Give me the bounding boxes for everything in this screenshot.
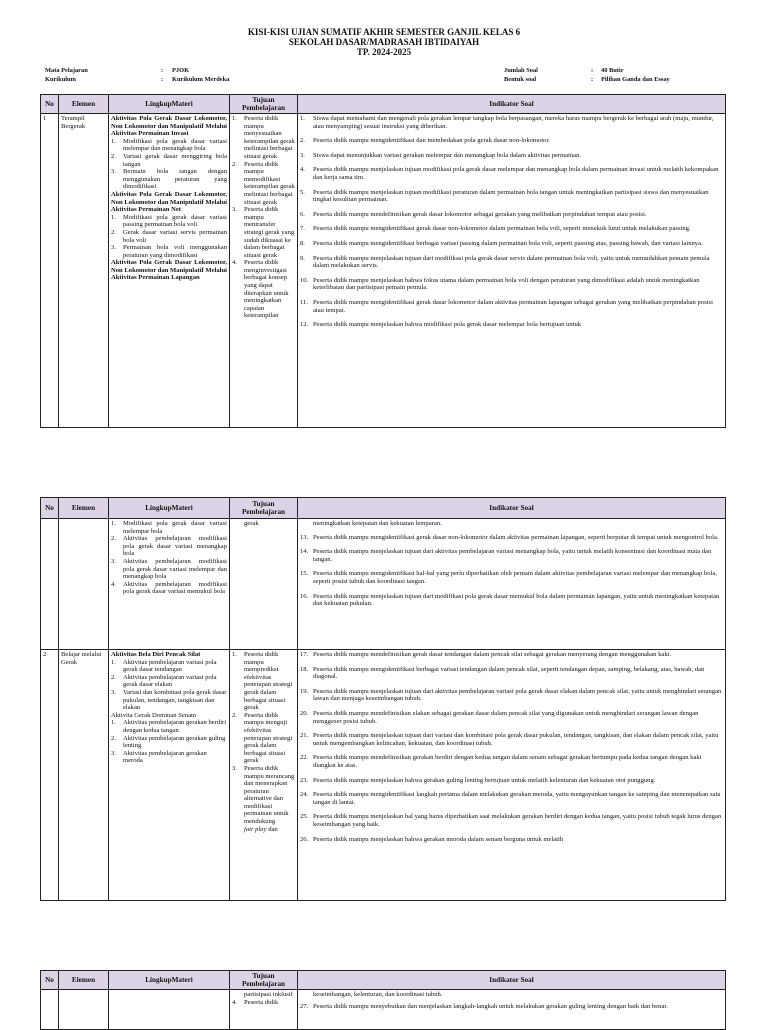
item-text: Peserta didik mampu menjelaskan tujuan dari modifikasi pola gerak dasar memukul bola dalam permainan lapangan, yaitu untuk meningkatkan ketepatan dan kekuatan pukulan. xyxy=(313,592,720,608)
item-number: 2. xyxy=(111,228,116,236)
list-item xyxy=(232,259,295,320)
lingkup-cell xyxy=(109,114,230,428)
item-number: 3. xyxy=(300,151,305,159)
item-number: 21. xyxy=(300,732,309,740)
tujuan-cont: partisipasi inklusif xyxy=(244,991,293,998)
lingkup-heading: Aktivitas Pola Gerak Dasar Lokomotor, Non Lokomotor dan Manipulatif Melalui Aktivitas Permainan Invasi xyxy=(111,115,228,138)
item-number: 25. xyxy=(300,813,309,821)
list-item xyxy=(300,791,723,806)
item-text: Aktivitas pembelajaran gerakan guling lenting xyxy=(123,734,226,750)
item-number: 17. xyxy=(300,651,309,658)
row-no: 1 xyxy=(41,114,59,428)
item-text: Peserta didik mampu mengidentifikasi langkah pertama dalam melakukan gerakan meroda, yaitu mengayunkan tangan ke samping dan menempatkan satu tangan di lantai. xyxy=(313,791,721,806)
item-number: 12. xyxy=(300,321,309,329)
indikator-cell xyxy=(298,114,726,428)
item-text: Peserta didik mampu memodifikasi keterampilan gerak melintasi berbagai situasi gerak xyxy=(244,160,295,206)
item-text: Siswa dapat menunjukkan variasi gerakan melempar dan menangkap bola dalam aktivitas permainan. xyxy=(313,151,582,159)
item-number: 10. xyxy=(300,276,309,284)
list-item xyxy=(111,674,227,689)
item-text: Peserta didik mampu merancang dan menerapkan peraturan alternative dan modifikasi permainan untuk mendukung xyxy=(244,764,295,826)
indikator-num: 27. xyxy=(300,1002,309,1010)
list-item xyxy=(300,666,723,681)
item-text: Peserta didik mampu mengidentifikasi berbagai variasi passing dalam permainan bola voli, seperti passing atas, passing bawah, dan variasi lainnya. xyxy=(313,239,703,247)
item-number: 8. xyxy=(300,239,305,247)
item-text: Peserta didik mampu menjelaskan hal yang harus diperhatikan saat melakukan gerakan berdiri dengan kedua tangan, yaitu posisi tubuh tegak lurus dengan keseimbangan yang baik. xyxy=(313,813,722,828)
lingkup-list xyxy=(111,659,227,712)
indikator-cell xyxy=(298,519,726,650)
item-text: Peserta didik mampu menjelaskan tujuan dari modifikasi pola gerak dasar servis dalam permainan bola voli, yaitu untuk memudahkan pemain pemula dalam melakukan servis. xyxy=(313,254,710,270)
item-text: Peserta didik mampu mengidentifikasi hal-hal yang perlu diperhatikan oleh pemain dalam aktivitas pembelajaran variasi melempar dan menangkap bola, seperti posisi tubuh dan koordinasi tangan. xyxy=(313,570,717,585)
mapel-value: PJOK xyxy=(172,67,190,74)
kurikulum-value: Kurikulum Merdeka xyxy=(172,76,230,83)
list-item xyxy=(300,189,723,204)
item-text: Variasi dan kombinasi pola gerak dasar pukulan, tendangan, tangkisan dan elakan xyxy=(123,688,227,712)
col-elemen: Elemen xyxy=(59,498,109,519)
item-text: Peserta didik mampu menjelaskan tujuan dari variasi dan kombinasi pola gerak dasar pukulan, tendangan, tangkisan, dan elakan dalam pencak silat, yaitu untuk mengembangkan kelincahan, kekuatan, dan koordinasi tubuh. xyxy=(313,732,719,747)
item-text: Siswa dapat memahami dan mengenali pola gerakan lempar tangkap bola berpasangan, mereka harus mampu bergerak ke berbagai arah (maju, mundur, atau menyamping) sesuai instruksi yang diberikan. xyxy=(313,115,714,130)
school-year: TP. 2024-2025 xyxy=(356,47,412,57)
lingkup-list xyxy=(111,214,227,260)
fair-play-text: fair play xyxy=(244,825,267,833)
item-text: Peserta didik mampu mengidentifikasi gerak dasar lokomotor dalam aktivitas permainan lapangan sebagai gerakan yang melibatkan perpindahan posisi atau tempat. xyxy=(313,298,713,314)
item-text: Peserta didik mampu menjelaskan bahwa modifikasi pola gerak dasar melempar bola bertujuan untuk xyxy=(313,321,582,329)
item-number: 2. xyxy=(232,711,237,719)
col-indikator: Indikator Soal xyxy=(298,95,726,114)
indikator-list xyxy=(300,534,723,608)
item-text: Peserta didik menginvestigasi berbagai konsep yang dapat diterapkan untuk meningkatkan capaian keterampilan xyxy=(244,259,289,320)
item-text: Aktivitas pembelajaran gerakan berdiri dengan kedua tangan xyxy=(123,719,227,734)
list-item xyxy=(111,168,227,191)
table-header-row xyxy=(41,498,726,519)
item-text: Aktivitas pembelajaran modifikasi pola gerak dasar variasi melempar dan menangkap bola xyxy=(123,557,227,581)
list-item xyxy=(300,115,723,130)
lingkup-cell xyxy=(109,650,230,901)
item-text: Modifikasi pola gerak dasar variasi melempar dan menangkap bola xyxy=(123,137,227,153)
item-number: 1. xyxy=(111,137,116,145)
item-number: 13. xyxy=(300,533,309,541)
lingkup-list xyxy=(111,719,227,765)
item-text: Aktivitas pembelajaran variasi pola gerak dasar tendangan xyxy=(123,658,217,674)
item-number: 7. xyxy=(300,225,305,233)
indikator-item xyxy=(300,1003,723,1011)
item-number: 15. xyxy=(300,570,309,578)
item-number: 1. xyxy=(111,520,116,527)
grid-table-page-2 xyxy=(40,497,726,901)
item-text: Aktivitas pembelajaran variasi pola gerak dasar elakan xyxy=(123,673,217,689)
lingkup-heading: Aktivitas Pola Gerak Dasar Lokomotor, Non Lokomotor dan Manipulatif Melalui Aktivitas Permainan Net xyxy=(111,190,228,214)
list-item xyxy=(300,688,723,703)
list-item xyxy=(111,229,227,244)
lingkup-subheading: Aktivita Gerak Dominan Senam xyxy=(111,711,197,719)
item-text: Modifikasi pola gerak dasar variasi melempar bola xyxy=(123,520,227,535)
col-no: No xyxy=(41,95,59,114)
item-text: Peserta didik mampu menjelaskan bahwa fokus utama dalam permainan bola voli dengan peraturan yang dimodifikasi adalah untuk meningkatkan keterlibatan dan partisipasi pemain pemula. xyxy=(313,276,700,292)
list-item xyxy=(111,735,227,750)
item-text: Variasi gerak dasar menggiring bola tangan xyxy=(123,152,227,168)
item-number: 2. xyxy=(111,734,116,742)
item-number: 2. xyxy=(111,152,116,160)
list-item xyxy=(300,137,723,145)
item-text: Peserta didik mampu menyesuaikan keterampilan gerak melintasi berbagai situasi gerak xyxy=(244,115,295,160)
tujuan-list xyxy=(232,115,295,320)
row-no: 2 xyxy=(41,650,59,901)
list-item xyxy=(300,321,723,329)
col-no: No xyxy=(41,498,59,519)
item-number: 3. xyxy=(111,688,116,696)
item-text: Peserta didik mampu mengidentifikasi gerak dasar non-lokomotor dalam aktivitas permainan lapangan, seperti berputar di tempat untuk mengontrol bola. xyxy=(313,533,719,541)
row-elemen: Terampil Bergerak xyxy=(59,114,109,428)
item-text: Permainan bola voli menggunakan peraturan yang dimodifikasi xyxy=(123,244,227,259)
item-text: Peserta didik mampu mengidentifikasi gerak dasar non-lokomotor dalam permainan bola voli, seperti menekuk lutut untuk melakukan passing. xyxy=(313,225,691,233)
item-text: Peserta didik mampu memprediksi efektivitas penerapan strategi gerak dalam berbagai situasi gerak xyxy=(244,651,293,712)
item-number: 2. xyxy=(300,137,305,145)
list-item xyxy=(111,659,227,674)
item-text: Peserta didik mampu mentransfer strategi gerak yang sudah dikuasai ke dalam berbagai situasi gerak xyxy=(244,206,295,259)
indikator-text: Peserta didik mampu menyebutkan dan menjelaskan langkah-langkah untuk melakukan gerakan guling lenting dengan baik dan benar. xyxy=(313,1002,668,1010)
item-text: Aktivitas pembelajaran modifikasi pola gerak dasar variasi memukul bola xyxy=(123,580,227,596)
item-number: 23. xyxy=(300,776,309,784)
row-elemen: Belajar melalui Gerak xyxy=(59,650,109,901)
item-text: Peserta didik mampu menjelaskan bahwa gerakan meroda dalam senam berguna untuk melatih xyxy=(313,835,564,843)
indikator-list xyxy=(300,115,723,329)
item-number: 5. xyxy=(300,188,305,196)
item-number: 1. xyxy=(232,115,237,122)
bentuk-value: Pilihan Ganda dan Essay xyxy=(601,76,670,83)
indikator-cell xyxy=(298,650,726,901)
item-text: Peserta didik mampu menjelaskan bahwa gerakan guling lenting bertujuan untuk melatih kelenturan dan kekuatan otot punggung. xyxy=(313,776,656,784)
table-header-row xyxy=(41,971,726,990)
list-item xyxy=(300,570,723,585)
bentuk-label: Bentuk soal xyxy=(504,76,537,83)
item-number: 1. xyxy=(111,213,116,221)
list-item xyxy=(300,777,723,785)
item-number: 3. xyxy=(111,244,116,252)
item-text: Peserta didik mampu menjelaskan tujuan modifikasi peraturan dalam permainan bola tangan untuk meningkatkan partisipasi siswa dan menyesuaikan tingkat kesulitan permainan. xyxy=(313,188,709,204)
doc-title: KISI-KISI UJIAN SUMATIF AKHIR SEMESTER GANJIL KELAS 6 xyxy=(247,27,521,37)
list-item xyxy=(111,520,227,535)
list-item xyxy=(300,211,723,219)
list-item xyxy=(111,244,227,259)
list-item xyxy=(300,255,723,270)
item-number: 2. xyxy=(111,535,116,543)
list-item xyxy=(111,689,227,712)
list-item xyxy=(111,153,227,168)
list-item xyxy=(111,138,227,153)
tujuan-num: 4. xyxy=(232,998,237,1006)
list-item xyxy=(300,225,723,233)
tujuan-list xyxy=(232,651,295,826)
item-number: 1. xyxy=(111,658,116,666)
item-number: 3. xyxy=(111,749,116,757)
item-number: 19. xyxy=(300,687,309,695)
indikator-cont: keseimbangan, kelenturan, dan koordinasi tubuh. xyxy=(313,991,443,998)
list-item xyxy=(111,558,227,581)
item-number: 1. xyxy=(111,719,116,727)
col-lingkup: LingkupMateri xyxy=(109,95,230,114)
col-indikator: Indikator Soal xyxy=(298,498,726,519)
item-number: 3. xyxy=(232,764,237,772)
indikator-cont: meningkatkan ketepatan dan kekuatan lemparan. xyxy=(313,520,442,527)
item-text: Peserta didik mampu mendefinisikan gerak dasar tendangan dalam pencak silat sebagai gerakan menyerang dengan menggunakan kaki. xyxy=(313,651,672,658)
col-tujuan: Tujuan Pembelajaran xyxy=(230,95,298,114)
grid-table-page-1 xyxy=(40,94,726,428)
col-tujuan: Tujuan Pembelajaran xyxy=(230,498,298,519)
item-text: Peserta didik mampu menjelaskan tujuan dari aktivitas pembelajaran variasi menangkap bola, yaitu untuk melatih konsentrasi dan koordinasi mata dan tangan. xyxy=(313,548,712,563)
item-text: Peserta didik mampu mendefinisikan elakan sebagai gerakan dasar dalam pencak silat yang digunakan untuk menghindari serangan lawan dengan menggeser posisi tubuh. xyxy=(313,709,699,725)
lingkup-cell xyxy=(109,519,230,650)
tujuan-cell xyxy=(230,519,298,650)
list-item xyxy=(232,161,295,207)
item-number: 9. xyxy=(300,254,305,262)
lingkup-list xyxy=(111,520,227,596)
item-number: 16. xyxy=(300,592,309,600)
item-number: 4. xyxy=(232,259,237,267)
list-item xyxy=(111,719,227,734)
grid-table-page-3 xyxy=(40,970,726,1030)
col-elemen: Elemen xyxy=(59,95,109,114)
list-item xyxy=(232,765,295,826)
lingkup-heading: Aktivitas Pola Gerak Dasar Lokomotor, Non Lokomotor dan Manipulatif Melalui Aktivitas Permainan Lapangan xyxy=(111,259,228,282)
col-no: No xyxy=(41,971,59,990)
mapel-sep: : xyxy=(161,67,164,74)
item-number: 3. xyxy=(111,557,116,565)
item-text: Peserta didik mampu menguji efektivitas penerapan strategi gerak dalam berbagai situasi gerak xyxy=(244,711,293,765)
item-text: Gerak dasar variasi servis permainan bola voli xyxy=(123,228,227,244)
item-text: Modifikasi pola gerak dasar variasi passing permainan bola voli xyxy=(123,213,227,229)
table-row xyxy=(41,650,726,901)
item-text: Peserta didik mampu mendefinisikan gerak dasar lokomotor sebagai gerakan yang melibatkan perpindahan tempat atau posisi. xyxy=(313,210,647,218)
item-text: Bermain bola tangan dengan menggunakan peraturan yang dimodifikasi xyxy=(123,168,227,191)
item-number: 14. xyxy=(300,548,309,556)
item-number: 4. xyxy=(111,580,116,588)
list-item xyxy=(111,581,227,596)
item-number: 3. xyxy=(111,168,116,176)
tujuan-cell xyxy=(230,650,298,901)
tujuan-tail: dan xyxy=(268,825,278,833)
item-number: 1. xyxy=(232,651,237,658)
item-number: 2. xyxy=(111,673,116,681)
list-item xyxy=(232,712,295,765)
indikator-list xyxy=(300,651,723,843)
lingkup-heading: Aktivitas Bela Diri Pencak Silat xyxy=(111,651,201,658)
item-number: 2. xyxy=(232,160,237,168)
list-item xyxy=(111,214,227,229)
table-header-row xyxy=(41,95,726,114)
list-item xyxy=(300,152,723,160)
kurikulum-label: Kurikulum xyxy=(45,76,76,83)
jumlah-label: Jumlah Soal xyxy=(504,67,538,74)
item-number: 11. xyxy=(300,298,308,306)
item-number: 18. xyxy=(300,665,309,673)
list-item xyxy=(300,548,723,563)
list-item xyxy=(300,299,723,314)
list-item xyxy=(111,750,227,765)
list-item xyxy=(300,732,723,747)
jumlah-sep: : xyxy=(591,67,594,74)
list-item xyxy=(300,754,723,769)
list-item xyxy=(300,593,723,608)
table-row xyxy=(41,114,726,428)
list-item xyxy=(300,277,723,292)
jumlah-value: 40 Butir xyxy=(601,67,624,74)
item-text: Peserta didik mampu mengidentifikasi berbagai variasi tendangan dalam pencak silat, seperti tendangan depan, samping, belakang, atas, bawah, dan diagonal. xyxy=(313,665,705,681)
list-item xyxy=(232,206,295,259)
item-number: 20. xyxy=(300,709,309,717)
list-item xyxy=(232,651,295,712)
kurikulum-sep: : xyxy=(161,76,164,83)
mapel-label: Mata Pelajaran xyxy=(45,67,88,74)
bentuk-sep: : xyxy=(591,76,594,83)
list-item xyxy=(300,534,723,542)
list-item xyxy=(300,240,723,248)
item-text: Peserta didik mampu mengidentifikasi dan membedakan pola gerak dasar non-lokomotor. xyxy=(313,137,550,145)
item-number: 3. xyxy=(232,206,237,214)
list-item xyxy=(300,651,723,659)
list-item xyxy=(300,710,723,725)
item-number: 6. xyxy=(300,210,305,218)
tujuan-cell xyxy=(230,114,298,428)
item-text: Peserta didik mampu menjelaskan tujuan dari aktivitas pembelajaran variasi pola gerak dasar elakan dalam pencak silat, yaitu untuk menghindari serangan lawan dan menjaga keseimbangan tubuh. xyxy=(313,687,722,703)
tujuan-cont: gerak xyxy=(244,520,259,527)
lingkup-list xyxy=(111,138,227,191)
tujuan-text: Peserta didik xyxy=(244,998,279,1006)
item-number: 4. xyxy=(300,166,305,174)
item-text: Aktivitas pembelajaran gerakan meroda xyxy=(123,749,207,765)
col-lingkup: LingkupMateri xyxy=(109,498,230,519)
item-number: 1. xyxy=(300,115,305,122)
col-indikator: Indikator Soal xyxy=(298,971,726,990)
col-tujuan: Tujuan Pembelajaran xyxy=(230,971,298,990)
item-number: 24. xyxy=(300,791,309,799)
item-text: Peserta didik mampu menjelaskan tujuan modifikasi pola gerak dasar melempar dan menangkap bola dalam permainan invasi untuk melatih kekompakan dan kerja sama tim. xyxy=(313,166,719,181)
list-item xyxy=(111,535,227,558)
list-item xyxy=(300,836,723,844)
item-text: Aktivitas pembelajaran modifikasi pola gerak dasar variasi menangkap bola xyxy=(123,535,227,558)
list-item xyxy=(232,115,295,161)
col-lingkup: LingkupMateri xyxy=(109,971,230,990)
school-name: SEKOLAH DASAR/MADRASAH IBTIDAIYAH xyxy=(288,37,480,47)
item-number: 26. xyxy=(300,835,309,843)
list-item xyxy=(300,166,723,181)
table-row xyxy=(41,519,726,650)
item-number: 22. xyxy=(300,754,309,762)
col-elemen: Elemen xyxy=(59,971,109,990)
item-text: Peserta didik mampu mendefinisikan gerakan berdiri dengan kedua tangan dalam senam sebagai gerakan bertumpu pada kedua tangan dengan kaki diangkat ke atas. xyxy=(313,754,702,769)
list-item xyxy=(300,813,723,828)
